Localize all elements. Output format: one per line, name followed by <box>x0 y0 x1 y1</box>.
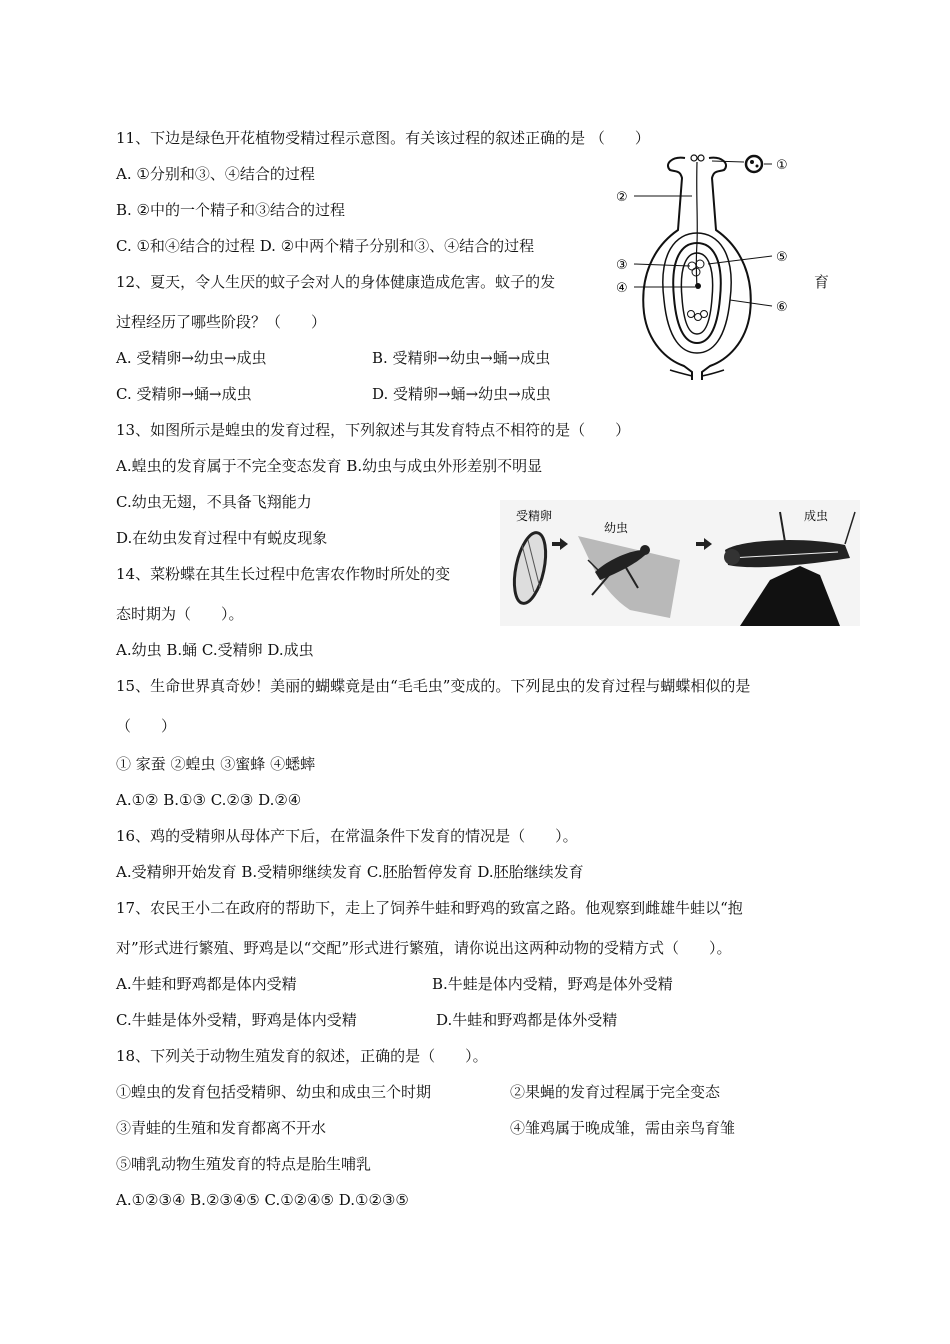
q18-statement-2: ②果蝇的发育过程属于完全变态 <box>510 1083 721 1101</box>
q17-option-d: D.牛蛙和野鸡都是体外受精 <box>436 1011 618 1029</box>
q15-items: ① 家蚕 ②蝗虫 ③蜜蜂 ④蟋蟀 <box>116 755 316 773</box>
q15-stem: 15、生命世界真奇妙！美丽的蝴蝶竟是由“毛毛虫”变成的。下列昆虫的发育过程与蝴蝶相似的是 <box>116 677 751 695</box>
q11-option-cd: C. ①和④结合的过程 D. ②中两个精子分别和③、④结合的过程 <box>116 237 535 255</box>
q12-stem-b: 育 <box>814 273 830 291</box>
q15-options: A.①② B.①③ C.②③ D.②④ <box>116 791 302 809</box>
q17-stem-a: 17、农民王小二在政府的帮助下，走上了饲养牛蛙和野鸡的致富之路。他观察到雌雄牛蛙以“抱 <box>116 899 743 917</box>
q15-paren: （ ） <box>116 717 177 735</box>
q13-stem: 13、如图所示是蝗虫的发育过程，下列叙述与其发育特点不相符的是（ ） <box>116 421 631 439</box>
q17-option-c: C.牛蛙是体外受精，野鸡是体内受精 <box>116 1011 357 1029</box>
q12-option-c: C. 受精卵→蛹→成虫 <box>116 385 252 403</box>
q14-stem-a: 14、菜粉蝶在其生长过程中危害农作物时所处的变 <box>116 565 451 583</box>
label-1: ① <box>776 158 788 173</box>
flower-fertilization-diagram <box>612 148 822 383</box>
locust-development-figure <box>500 500 860 626</box>
q11-option-b: B. ②中的一个精子和③结合的过程 <box>116 201 346 219</box>
q18-statement-5: ⑤哺乳动物生殖发育的特点是胎生哺乳 <box>116 1155 372 1173</box>
q14-stem-b: 态时期为（ ）。 <box>116 605 244 623</box>
q12-option-a: A. 受精卵→幼虫→成虫 <box>116 349 267 367</box>
nymph-label: 幼虫 <box>604 521 629 535</box>
q12-option-b: B. 受精卵→幼虫→蛹→成虫 <box>372 349 551 367</box>
label-4: ④ <box>616 281 628 296</box>
label-3: ③ <box>616 258 628 273</box>
label-2: ② <box>616 190 628 205</box>
label-5: ⑤ <box>776 250 788 265</box>
q11-option-a: A. ①分别和③、④结合的过程 <box>116 165 315 183</box>
label-6: ⑥ <box>776 300 788 315</box>
q12-stem-a: 12、夏天，令人生厌的蚊子会对人的身体健康造成危害。蚊子的发 <box>116 273 556 291</box>
q13-option-c: C.幼虫无翅，不具备飞翔能力 <box>116 493 312 511</box>
q14-options: A.幼虫 B.蛹 C.受精卵 D.成虫 <box>116 641 314 659</box>
q16-stem: 16、鸡的受精卵从母体产下后，在常温条件下发育的情况是（ ）。 <box>116 827 578 845</box>
q13-option-d: D.在幼虫发育过程中有蜕皮现象 <box>116 529 328 547</box>
q16-options: A.受精卵开始发育 B.受精卵继续发育 C.胚胎暂停发育 D.胚胎继续发育 <box>116 863 584 881</box>
q12-stem-c: 过程经历了哪些阶段？（ ） <box>116 313 327 331</box>
q11-stem: 11、下边是绿色开花植物受精过程示意图。有关该过程的叙述正确的是 （ ） <box>116 129 650 147</box>
egg-label: 受精卵 <box>516 509 553 523</box>
q17-stem-b: 对”形式进行繁殖、野鸡是以“交配”形式进行繁殖，请你说出这两种动物的受精方式（ ）。 <box>116 939 732 957</box>
q17-option-b: B.牛蛙是体内受精，野鸡是体外受精 <box>432 975 673 993</box>
q18-statement-1: ①蝗虫的发育包括受精卵、幼虫和成虫三个时期 <box>116 1083 432 1101</box>
q17-option-a: A.牛蛙和野鸡都是体内受精 <box>116 975 297 993</box>
q18-statement-3: ③青蛙的生殖和发育都离不开水 <box>116 1119 327 1137</box>
q18-options: A.①②③④ B.②③④⑤ C.①②④⑤ D.①②③⑤ <box>116 1191 409 1209</box>
q18-stem: 18、下列关于动物生殖发育的叙述，正确的是（ ）。 <box>116 1047 488 1065</box>
q13-option-ab: A.蝗虫的发育属于不完全变态发育 B.幼虫与成虫外形差别不明显 <box>116 457 543 475</box>
adult-label: 成虫 <box>804 509 829 523</box>
q18-statement-4: ④雏鸡属于晚成雏，需由亲鸟育雏 <box>510 1119 736 1137</box>
q12-option-d: D. 受精卵→蛹→幼虫→成虫 <box>372 385 551 403</box>
